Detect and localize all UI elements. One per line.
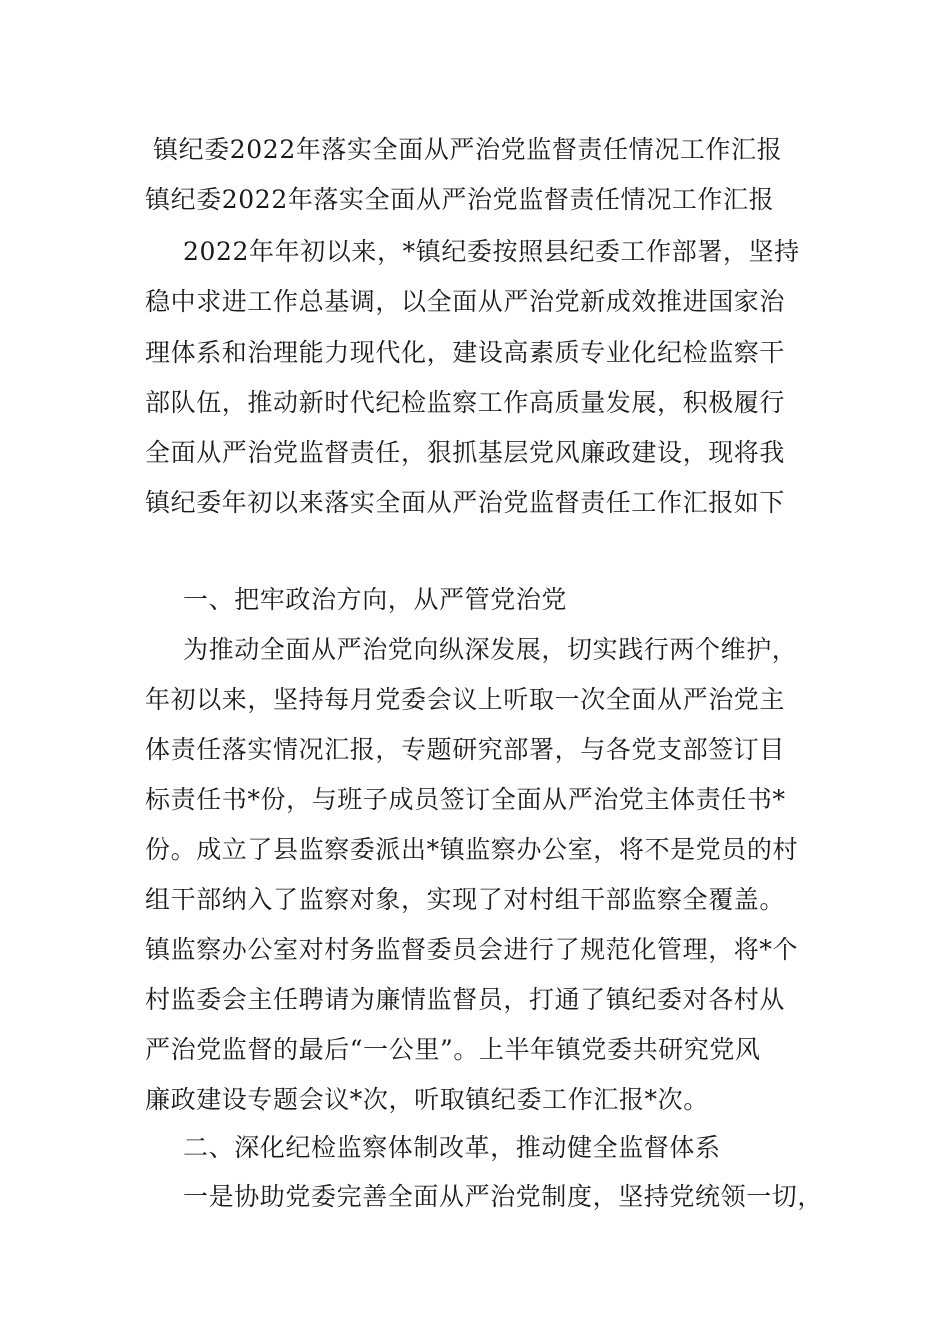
- section1-line: 组干部纳入了监察对象，实现了对村组干部监察全覆盖。: [145, 885, 786, 914]
- intro-line: 部队伍，推动新时代纪检监察工作高质量发展，积极履行: [145, 388, 786, 417]
- section1-line: 为推动全面从严治党向纵深发展，切实践行两个维护，: [183, 635, 798, 664]
- section-heading: 一、把牢政治方向，从严管党治党: [183, 585, 568, 614]
- intro-line: 镇纪委年初以来落实全面从严治党监督责任工作汇报如下: [145, 488, 786, 517]
- section1-line: 年初以来，坚持每月党委会议上听取一次全面从严治党主: [145, 685, 786, 714]
- section1-line: 标责任书*份，与班子成员签订全面从严治党主体责任书*: [145, 785, 786, 814]
- document-title: 镇纪委2022年落实全面从严治党监督责任情况工作汇报: [153, 135, 783, 164]
- section-heading: 二、深化纪检监察体制改革，推动健全监督体系: [183, 1133, 721, 1162]
- section1-line: 体责任落实情况汇报，专题研究部署，与各党支部签订目: [145, 735, 786, 764]
- section1-line: 廉政建设专题会议*次，听取镇纪委工作汇报*次。: [145, 1085, 709, 1114]
- section2-line: 一是协助党委完善全面从严治党制度，坚持党统领一切，: [183, 1182, 824, 1211]
- section1-line: 份。成立了县监察委派出*镇监察办公室，将不是党员的村: [145, 835, 799, 864]
- section1-line: 镇监察办公室对村务监督委员会进行了规范化管理，将*个: [145, 935, 799, 964]
- intro-line: 2022年年初以来，*镇纪委按照县纪委工作部署，坚持: [183, 237, 800, 266]
- section1-line: 严治党监督的最后“一公里”。上半年镇党委共研究党风: [145, 1035, 761, 1064]
- document-title-repeat: 镇纪委2022年落实全面从严治党监督责任情况工作汇报: [145, 185, 775, 214]
- intro-line: 理体系和治理能力现代化，建设高素质专业化纪检监察干: [145, 338, 786, 367]
- intro-line: 全面从严治党监督责任，狠抓基层党风廉政建设，现将我: [145, 438, 786, 467]
- intro-line: 稳中求进工作总基调，以全面从严治党新成效推进国家治: [145, 287, 786, 316]
- section1-line: 村监委会主任聘请为廉情监督员，打通了镇纪委对各村从: [145, 985, 786, 1014]
